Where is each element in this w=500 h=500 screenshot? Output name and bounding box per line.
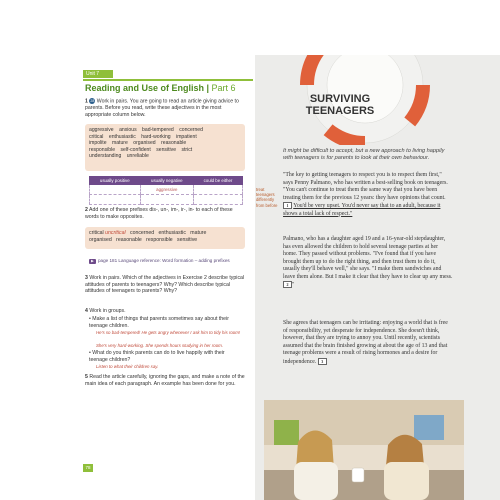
language-reference-text: page 181 Language reference: Word formation – adding prefixes <box>98 258 230 263</box>
adjective-item: anxious <box>119 127 137 133</box>
exercise-4-number: 4 <box>85 308 88 314</box>
exercise-1-text: Work in pairs. You are going to read an article giving advice to parents. Before you read, write these adjectives in the most appropriate column below. <box>85 98 239 118</box>
example-quote: Listen to what their children say. <box>96 364 159 369</box>
adjective-item: self-confident <box>120 146 151 153</box>
table-header: usually negative <box>140 177 193 185</box>
table-cell[interactable] <box>193 185 242 195</box>
paragraph-text: She agrees that teenagers can be irritating: enjoying a world that is free of responsibility, yet desperate for independence. She doesn't think, however, that they are trying to annoy you. Until recently, scientists assumed that the brain finished growing at about the age of 13 and that teenage problems were a result of rising hormones and a desire for independence. <box>283 320 448 365</box>
adjective-list <box>89 127 239 160</box>
prefix-word-item: concerned <box>129 230 155 236</box>
gap-box[interactable]: 1 <box>283 202 292 209</box>
exercise-5-text: Read the article carefully, ignoring the gaps, and make a note of the main idea of each paragraph. An example has been done for you. <box>85 374 245 387</box>
exercise-4-bullet-2 <box>89 350 239 363</box>
exercise-5 <box>85 374 245 387</box>
gap-box[interactable]: 2 <box>283 281 292 288</box>
adjective-item: organised <box>133 140 156 147</box>
prefix-word-item: enthusiastic <box>158 230 186 236</box>
exercise-4-bullet-1 <box>89 316 239 329</box>
bullet-icon: • <box>89 350 91 356</box>
adjective-item: mature <box>111 140 128 147</box>
heading-main: Reading and Use of English <box>85 83 205 93</box>
paragraph-text: " <box>292 282 295 288</box>
bullet-text: What do you think parents can do to live happily with their teenage children? <box>89 350 225 363</box>
adjective-item: hard-working <box>141 133 171 140</box>
exercise-2 <box>85 207 245 220</box>
exercise-4-text: Work in groups. <box>89 308 126 314</box>
prefix-word-item: mature <box>190 230 207 236</box>
table-header: usually positive <box>90 177 141 185</box>
table-cell[interactable] <box>140 195 193 205</box>
adjective-item: strict <box>181 146 193 153</box>
heading-separator: | <box>204 83 212 93</box>
paragraph-text: You'd be very upset. You'd never say that to an adult, because it shows a total lack of respect." <box>283 203 441 217</box>
table-cell[interactable] <box>90 195 141 205</box>
adjective-table <box>89 176 243 205</box>
adjective-item: concerned <box>179 127 203 133</box>
exercise-5-number: 5 <box>85 374 88 380</box>
heading-part: Part 6 <box>211 83 236 93</box>
exercise-2-number: 2 <box>85 207 88 213</box>
article-title-line-2: TEENAGERS <box>305 105 375 117</box>
adjective-item: responsible <box>89 146 116 153</box>
adjective-item: bad-tempered <box>142 127 174 133</box>
adjective-item: impatient <box>176 133 197 140</box>
adjective-item: understanding <box>89 153 122 160</box>
adjective-item: aggressive <box>89 127 114 133</box>
bullet-icon: • <box>89 316 91 322</box>
exercise-2-text: Add one of these prefixes dis-, un-, im-, ir-, in- to each of these words to make opposites. <box>85 207 233 220</box>
gap-box[interactable]: 3 <box>318 358 327 365</box>
exercise-1 <box>85 98 245 118</box>
example-quote: He's so bad-tempered! He gets angry whenever I ask him to tidy his room! <box>96 330 241 335</box>
adjective-item: impolite <box>89 140 107 147</box>
arrow-icon: ▶ <box>89 259 96 264</box>
prefix-word-item: critical <box>89 230 104 236</box>
adjective-item: sensitive <box>156 146 177 153</box>
table-cell[interactable] <box>90 185 141 195</box>
prefix-word-item: organised <box>89 236 112 243</box>
example-quote: She's very hard-working. She spends hours studying in her room. <box>96 343 224 348</box>
prefix-word-answer: uncritical <box>105 230 126 236</box>
article-paragraph-2 <box>283 236 453 290</box>
exercise-3 <box>85 275 245 295</box>
unit-tab: Unit 7 <box>83 70 113 78</box>
table-header: could be either <box>193 177 242 185</box>
article-paragraph-3 <box>283 320 453 366</box>
article-title-line-1: SURVIVING <box>309 93 371 105</box>
adjective-item: enthusiastic <box>108 133 136 140</box>
table-cell[interactable] <box>193 195 242 205</box>
article-intro: It might be difficult to accept, but a new approach to living happily with teenagers is for parents to look at their own behaviour. <box>283 148 445 161</box>
bullet-text: Make a list of things that parents sometimes say about their teenage children. <box>89 316 229 329</box>
header-rule <box>83 79 253 81</box>
prefix-word-item: responsible <box>146 236 173 243</box>
exercise-1-number: 1 <box>85 98 88 105</box>
adjective-item: reasonable <box>161 140 187 147</box>
adjective-item: unreliable <box>126 153 149 160</box>
exercise-3-number: 3 <box>85 275 88 281</box>
article-title <box>290 93 390 117</box>
paragraph-text: Palmano, who has a daughter aged 19 and a 16-year-old stepdaughter, has even allowed the children to hold several teenage parties at her home. They passed without problems. "I've found that if you have brought them up to do the right thing, and then trust them to do it, usually they'll behave well," she says. "I make them sandwiches and leave them alone. But I make it clear that they have to clear up any mess. <box>283 236 453 280</box>
section-heading <box>85 83 236 93</box>
margin-note: treat teenagers differently from before <box>256 187 278 208</box>
prefix-word-item: reasonable <box>116 236 142 243</box>
language-reference-link[interactable] <box>89 258 239 264</box>
page-number: 78 <box>83 464 93 472</box>
exercise-4 <box>85 308 245 315</box>
audio-track-icon[interactable]: 28 <box>90 99 95 103</box>
prefix-word-list <box>89 230 241 243</box>
mother-daughter-photo <box>264 400 464 500</box>
paragraph-text: "The key to getting teenagers to respect you is to respect them first," says Penny Palmano, who has written a best-selling book on teenagers. "You can't continue to treat them the same way that you have been treating them for the previous 12 years: they have opinions that count. <box>283 172 448 201</box>
prefix-word-item: sensitive <box>176 236 198 243</box>
table-cell-example: aggressive <box>140 185 193 195</box>
exercise-3-text: Work in pairs. Which of the adjectives in Exercise 2 describe typical attitudes of parents to teenagers? Why? Which describe typical attitudes of teenagers to parents? Why? <box>85 275 245 295</box>
article-paragraph-1 <box>283 172 453 218</box>
adjective-item: critical <box>89 133 104 140</box>
